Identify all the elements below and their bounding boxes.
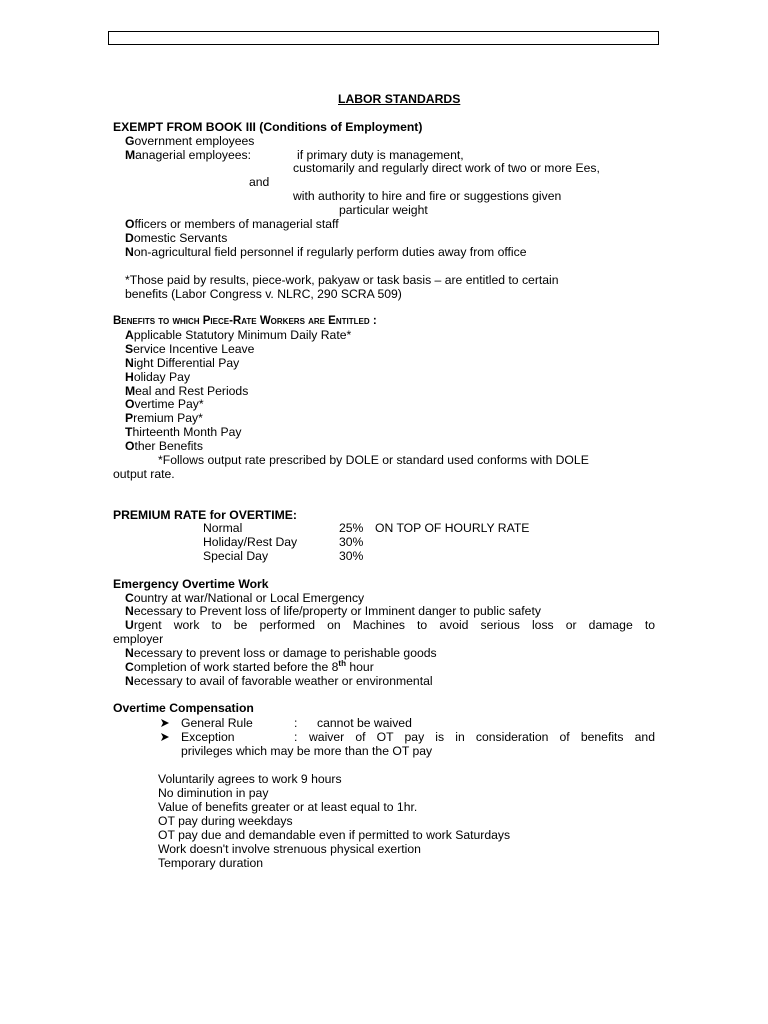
emergency-item: Necessary to prevent loss or damage to perishable goods (125, 646, 437, 660)
emergency-item: Necessary to Prevent loss of life/property or Imminent danger to public safety (125, 604, 541, 618)
exempt-item-2: Managerial employees: (125, 148, 252, 162)
managerial-detail: customarily and regularly direct work of two or more Ees, (293, 161, 600, 175)
benefit-item: Night Differential Pay (125, 356, 240, 370)
exempt-item-3: Officers or members of managerial staff (125, 217, 339, 231)
condition-item: OT pay during weekdays (158, 814, 293, 828)
exception-text: privileges which may be more than the OT pay (181, 744, 433, 758)
premium-rate: 30% (339, 549, 364, 563)
emergency-item: Urgent work to be performed on Machines to avoid serious loss or damage to (125, 618, 655, 632)
benefits-footnote: *Follows output rate prescribed by DOLE or standard used conforms with DOLE (158, 453, 589, 467)
premium-label: Normal (203, 521, 243, 535)
premium-label: Special Day (203, 549, 269, 563)
premium-rate: 25% (339, 521, 364, 535)
managerial-detail: particular weight (339, 203, 428, 217)
managerial-detail: if primary duty is management, (297, 148, 464, 162)
general-rule-text: cannot be waived (317, 716, 412, 730)
exempt-item-5: Non-agricultural field personnel if regularly perform duties away from office (125, 245, 527, 259)
arrow-bullet-icon (160, 718, 170, 728)
benefit-item: Overtime Pay* (125, 397, 204, 411)
benefit-item: Thirteenth Month Pay (125, 425, 242, 439)
benefits-footnote: output rate. (113, 467, 175, 481)
exempt-heading: EXEMPT FROM BOOK III (Conditions of Employment) (113, 120, 423, 134)
benefit-item: Premium Pay* (125, 411, 203, 425)
emergency-wrap: employer (113, 632, 164, 646)
condition-item: Work doesn't involve strenuous physical exertion (158, 842, 421, 856)
general-rule-sep: : (294, 716, 298, 730)
emergency-item: Necessary to avail of favorable weather or environmental (125, 674, 433, 688)
condition-item: OT pay due and demandable even if permitted to work Saturdays (158, 828, 511, 842)
premium-note: ON TOP OF HOURLY RATE (375, 521, 530, 535)
exempt-note: *Those paid by results, piece-work, pakyaw or task basis – are entitled to certain (125, 273, 559, 287)
premium-rate: 30% (339, 535, 364, 549)
condition-item: Voluntarily agrees to work 9 hours (158, 772, 342, 786)
benefit-item: Holiday Pay (125, 370, 191, 384)
exception-text: waiver of OT pay is in consideration of benefits and (309, 730, 655, 744)
exception-label: Exception (181, 730, 235, 744)
exception-sep: : (294, 730, 298, 744)
emergency-item: Completion of work started before the 8th hour (125, 658, 374, 674)
ot-comp-heading: Overtime Compensation (113, 701, 254, 715)
premium-heading: PREMIUM RATE for OVERTIME: (113, 508, 297, 522)
premium-label: Holiday/Rest Day (203, 535, 298, 549)
page-title: LABOR STANDARDS (338, 92, 461, 106)
header-box (108, 31, 659, 45)
exempt-item-1: Government employees (125, 134, 255, 148)
benefit-item: Service Incentive Leave (125, 342, 255, 356)
benefit-item: Meal and Rest Periods (125, 384, 249, 398)
exempt-note: benefits (Labor Congress v. NLRC, 290 SCRA 509) (125, 287, 402, 301)
condition-item: No diminution in pay (158, 786, 269, 800)
condition-item: Temporary duration (158, 856, 263, 870)
exempt-item-4: Domestic Servants (125, 231, 228, 245)
general-rule-label: General Rule (181, 716, 253, 730)
benefits-heading: Benefits to which Piece-Rate Workers are Entitled : (113, 315, 377, 327)
emergency-heading: Emergency Overtime Work (113, 577, 269, 591)
condition-item: Value of benefits greater or at least equal to 1hr. (158, 800, 418, 814)
managerial-detail: and (249, 175, 270, 189)
benefit-item: Other Benefits (125, 439, 203, 453)
emergency-item: Country at war/National or Local Emergency (125, 591, 365, 605)
managerial-detail: with authority to hire and fire or suggestions given (293, 189, 562, 203)
arrow-bullet-icon (160, 732, 170, 742)
benefit-item: Applicable Statutory Minimum Daily Rate* (125, 328, 352, 342)
